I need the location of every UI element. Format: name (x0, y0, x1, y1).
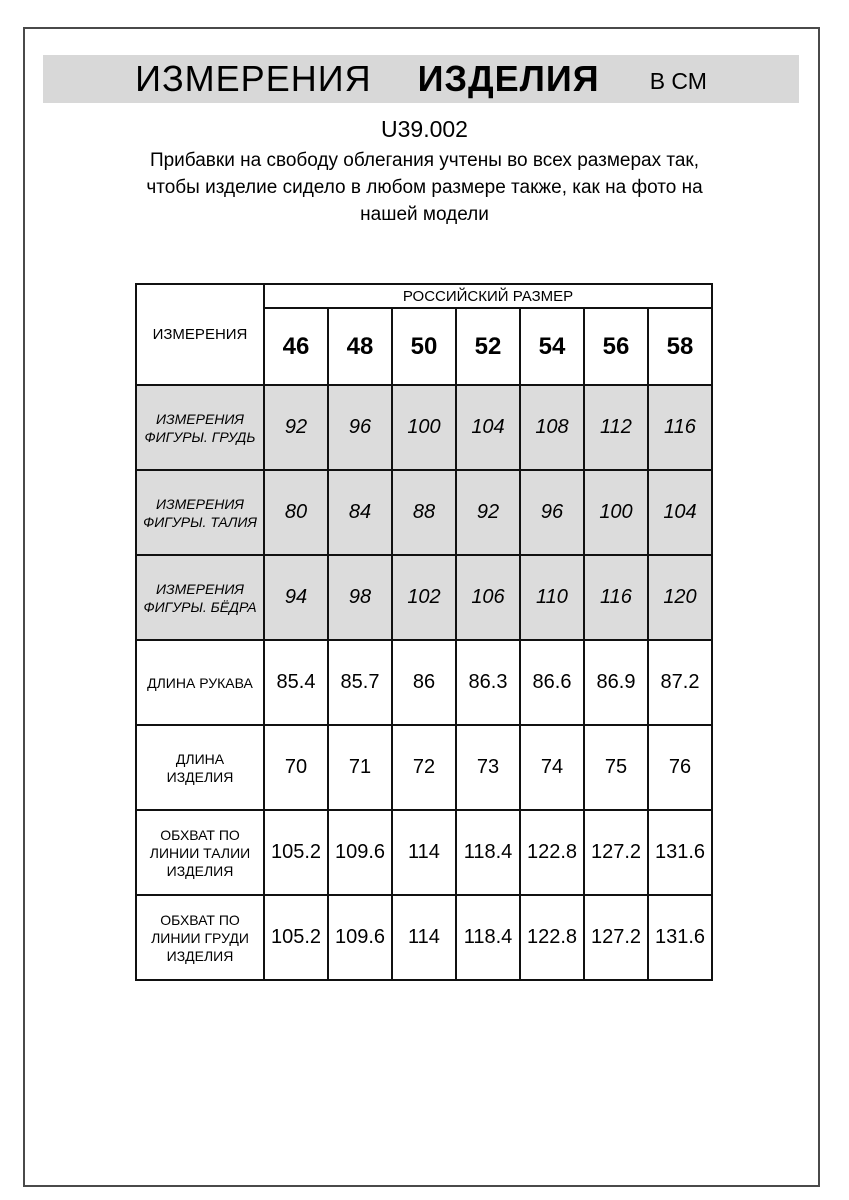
intro-line-3: нашей модели (360, 204, 489, 225)
size-group-header-row (136, 284, 712, 308)
value-cell: 106 (456, 555, 520, 640)
value-cell: 75 (584, 725, 648, 810)
value-cell: 98 (328, 555, 392, 640)
intro-text (0, 147, 849, 228)
russian-size-header: РОССИЙСКИЙ РАЗМЕР (264, 284, 712, 308)
value-cell: 116 (584, 555, 648, 640)
value-cell: 104 (456, 385, 520, 470)
title-product: ИЗДЕЛИЯ (417, 58, 600, 99)
value-cell: 96 (328, 385, 392, 470)
intro-line-1: Прибавки на свободу облегания учтены во всех размерах так, (149, 150, 700, 171)
value-cell: 100 (584, 470, 648, 555)
value-cell: 116 (648, 385, 712, 470)
table-row-chest-girth (136, 895, 712, 980)
value-cell: 76 (648, 725, 712, 810)
value-cell: 80 (264, 470, 328, 555)
value-cell: 73 (456, 725, 520, 810)
value-cell: 109.6 (328, 810, 392, 895)
row-label: ДЛИНА РУКАВА (136, 640, 264, 725)
value-cell: 118.4 (456, 810, 520, 895)
value-cell: 102 (392, 555, 456, 640)
value-cell: 122.8 (520, 895, 584, 980)
table-row-figure-chest (136, 385, 712, 470)
value-cell: 86 (392, 640, 456, 725)
size-header-48: 48 (328, 308, 392, 385)
value-cell: 72 (392, 725, 456, 810)
value-cell: 122.8 (520, 810, 584, 895)
value-cell: 86.6 (520, 640, 584, 725)
row-label: ИЗМЕРЕНИЯ ФИГУРЫ. ГРУДЬ (136, 385, 264, 470)
value-cell: 100 (392, 385, 456, 470)
value-cell: 70 (264, 725, 328, 810)
value-cell: 109.6 (328, 895, 392, 980)
value-cell: 85.4 (264, 640, 328, 725)
value-cell: 104 (648, 470, 712, 555)
value-cell: 114 (392, 810, 456, 895)
row-label: ОБХВАТ ПО ЛИНИИ ТАЛИИ ИЗДЕЛИЯ (136, 810, 264, 895)
value-cell: 96 (520, 470, 584, 555)
value-cell: 131.6 (648, 895, 712, 980)
size-header-54: 54 (520, 308, 584, 385)
value-cell: 112 (584, 385, 648, 470)
title-unit-cm: В СМ (649, 67, 707, 94)
intro-line-2: чтобы изделие сидело в любом размере также, как на фото на (146, 177, 703, 198)
article-code: U39.002 (381, 116, 468, 142)
value-cell: 86.9 (584, 640, 648, 725)
row-label: ИЗМЕРЕНИЯ ФИГУРЫ. ТАЛИЯ (136, 470, 264, 555)
table-row-figure-hips (136, 555, 712, 640)
row-label: ИЗМЕРЕНИЯ ФИГУРЫ. БЁДРА (136, 555, 264, 640)
size-table (135, 283, 713, 981)
value-cell: 114 (392, 895, 456, 980)
value-cell: 85.7 (328, 640, 392, 725)
size-header-52: 52 (456, 308, 520, 385)
value-cell: 94 (264, 555, 328, 640)
value-cell: 84 (328, 470, 392, 555)
value-cell: 74 (520, 725, 584, 810)
value-cell: 92 (264, 385, 328, 470)
table-row-sleeve-length (136, 640, 712, 725)
value-cell: 127.2 (584, 810, 648, 895)
value-cell: 120 (648, 555, 712, 640)
size-header-56: 56 (584, 308, 648, 385)
value-cell: 86.3 (456, 640, 520, 725)
value-cell: 87.2 (648, 640, 712, 725)
measurements-column-header: ИЗМЕРЕНИЯ (136, 284, 264, 385)
value-cell: 127.2 (584, 895, 648, 980)
size-header-46: 46 (264, 308, 328, 385)
value-cell: 88 (392, 470, 456, 555)
table-row-figure-waist (136, 470, 712, 555)
value-cell: 131.6 (648, 810, 712, 895)
row-label: ОБХВАТ ПО ЛИНИИ ГРУДИ ИЗДЕЛИЯ (136, 895, 264, 980)
value-cell: 118.4 (456, 895, 520, 980)
value-cell: 92 (456, 470, 520, 555)
value-cell: 110 (520, 555, 584, 640)
value-cell: 71 (328, 725, 392, 810)
table-row-waist-girth (136, 810, 712, 895)
row-label: ДЛИНА ИЗДЕЛИЯ (136, 725, 264, 810)
table-row-product-length (136, 725, 712, 810)
title-measurements: ИЗМЕРЕНИЯ (135, 58, 372, 99)
size-header-50: 50 (392, 308, 456, 385)
size-header-58: 58 (648, 308, 712, 385)
value-cell: 105.2 (264, 895, 328, 980)
title-bar (43, 55, 799, 103)
value-cell: 108 (520, 385, 584, 470)
value-cell: 105.2 (264, 810, 328, 895)
